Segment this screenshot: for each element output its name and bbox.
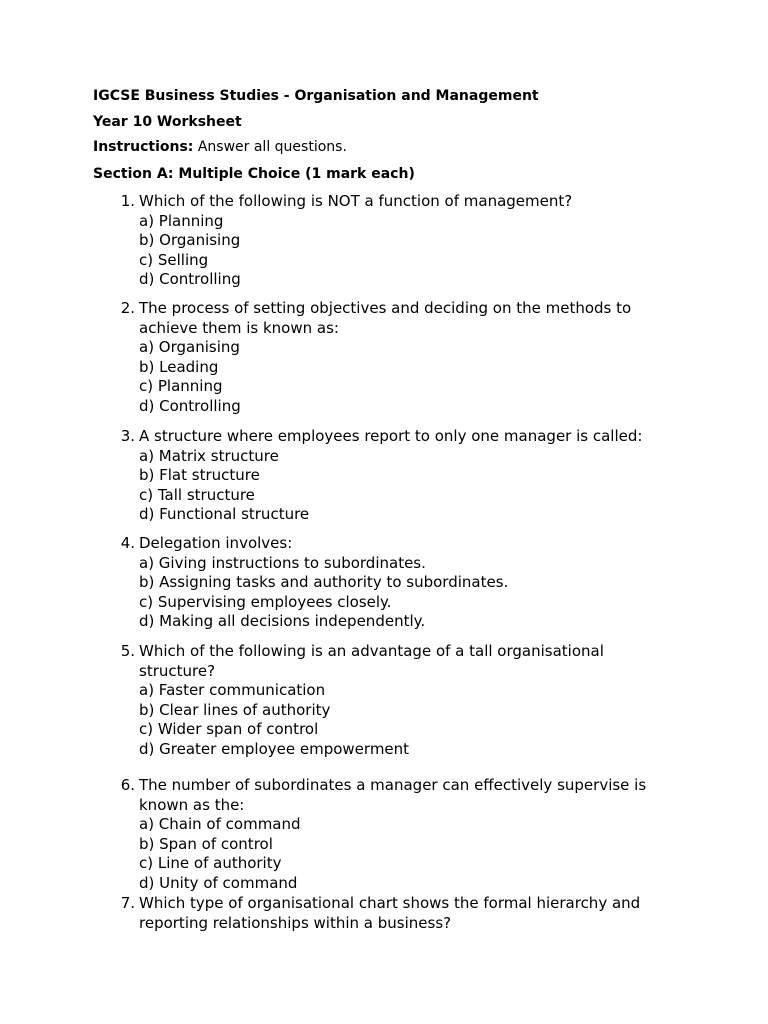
question-number: 2. bbox=[120, 299, 135, 317]
option-a: a) Faster communication bbox=[139, 681, 326, 699]
question-text-line: structure? bbox=[139, 661, 216, 680]
option-a: a) Planning bbox=[139, 211, 224, 230]
option-b: b) Organising bbox=[139, 231, 241, 249]
question-text-line: Which type of organisational chart shows the formal hierarchy and bbox=[139, 894, 641, 912]
document-title: IGCSE Business Studies - Organisation and Management bbox=[93, 88, 539, 104]
option-d: d) Unity of command bbox=[139, 873, 298, 892]
question-text-line: The process of setting objectives and deciding on the methods to bbox=[139, 299, 632, 317]
question-text-line: achieve them is known as: bbox=[139, 318, 339, 337]
option-c: c) Selling bbox=[139, 250, 209, 269]
question-1 bbox=[113, 192, 683, 290]
instructions-text: Answer all questions. bbox=[193, 139, 347, 155]
section-a-title: Section A: Multiple Choice (1 mark each) bbox=[93, 166, 415, 182]
option-d: d) Controlling bbox=[139, 396, 241, 415]
option-a: a) Giving instructions to subordinates. bbox=[139, 553, 426, 572]
option-d: d) Greater employee empowerment bbox=[139, 739, 410, 758]
question-number: 5. bbox=[120, 642, 135, 660]
question-number: 7. bbox=[120, 894, 135, 912]
option-c: c) Wider span of control bbox=[139, 720, 319, 738]
question-text-line: Which of the following is NOT a function of management? bbox=[139, 192, 573, 210]
question-3 bbox=[113, 427, 683, 525]
option-c: c) Tall structure bbox=[139, 485, 255, 504]
option-c: c) Supervising employees closely. bbox=[139, 592, 392, 611]
document-subtitle: Year 10 Worksheet bbox=[93, 114, 242, 130]
question-text-line: Delegation involves: bbox=[139, 534, 293, 552]
option-b: b) Flat structure bbox=[139, 466, 260, 484]
question-text-line: A structure where employees report to only one manager is called: bbox=[139, 427, 643, 445]
option-b: b) Span of control bbox=[139, 834, 273, 853]
question-text-line: reporting relationships within a business? bbox=[139, 913, 452, 932]
option-d: d) Functional structure bbox=[139, 505, 310, 523]
question-4 bbox=[113, 534, 683, 632]
question-6 bbox=[113, 776, 683, 893]
question-number: 6. bbox=[120, 776, 135, 794]
option-d: d) Controlling bbox=[139, 270, 241, 288]
question-number: 4. bbox=[120, 534, 135, 552]
question-2 bbox=[113, 299, 683, 416]
option-c: c) Line of authority bbox=[139, 854, 282, 872]
question-text-line: Which of the following is an advantage of a tall organisational bbox=[139, 642, 604, 660]
instructions-label: Instructions: bbox=[93, 139, 194, 155]
question-7 bbox=[113, 894, 683, 933]
question-text-line: known as the: bbox=[139, 795, 245, 814]
question-number: 1. bbox=[120, 192, 135, 210]
option-c: c) Planning bbox=[139, 377, 223, 395]
question-number: 3. bbox=[120, 427, 135, 445]
question-text-line: The number of subordinates a manager can effectively supervise is bbox=[139, 776, 647, 794]
instructions bbox=[93, 138, 347, 156]
option-b: b) Clear lines of authority bbox=[139, 700, 331, 719]
option-b: b) Assigning tasks and authority to subordinates. bbox=[139, 573, 509, 591]
option-a: a) Chain of command bbox=[139, 815, 301, 833]
option-d: d) Making all decisions independently. bbox=[139, 612, 426, 630]
option-a: a) Organising bbox=[139, 338, 240, 356]
option-a: a) Matrix structure bbox=[139, 446, 279, 465]
option-b: b) Leading bbox=[139, 357, 219, 376]
question-5 bbox=[113, 642, 683, 759]
